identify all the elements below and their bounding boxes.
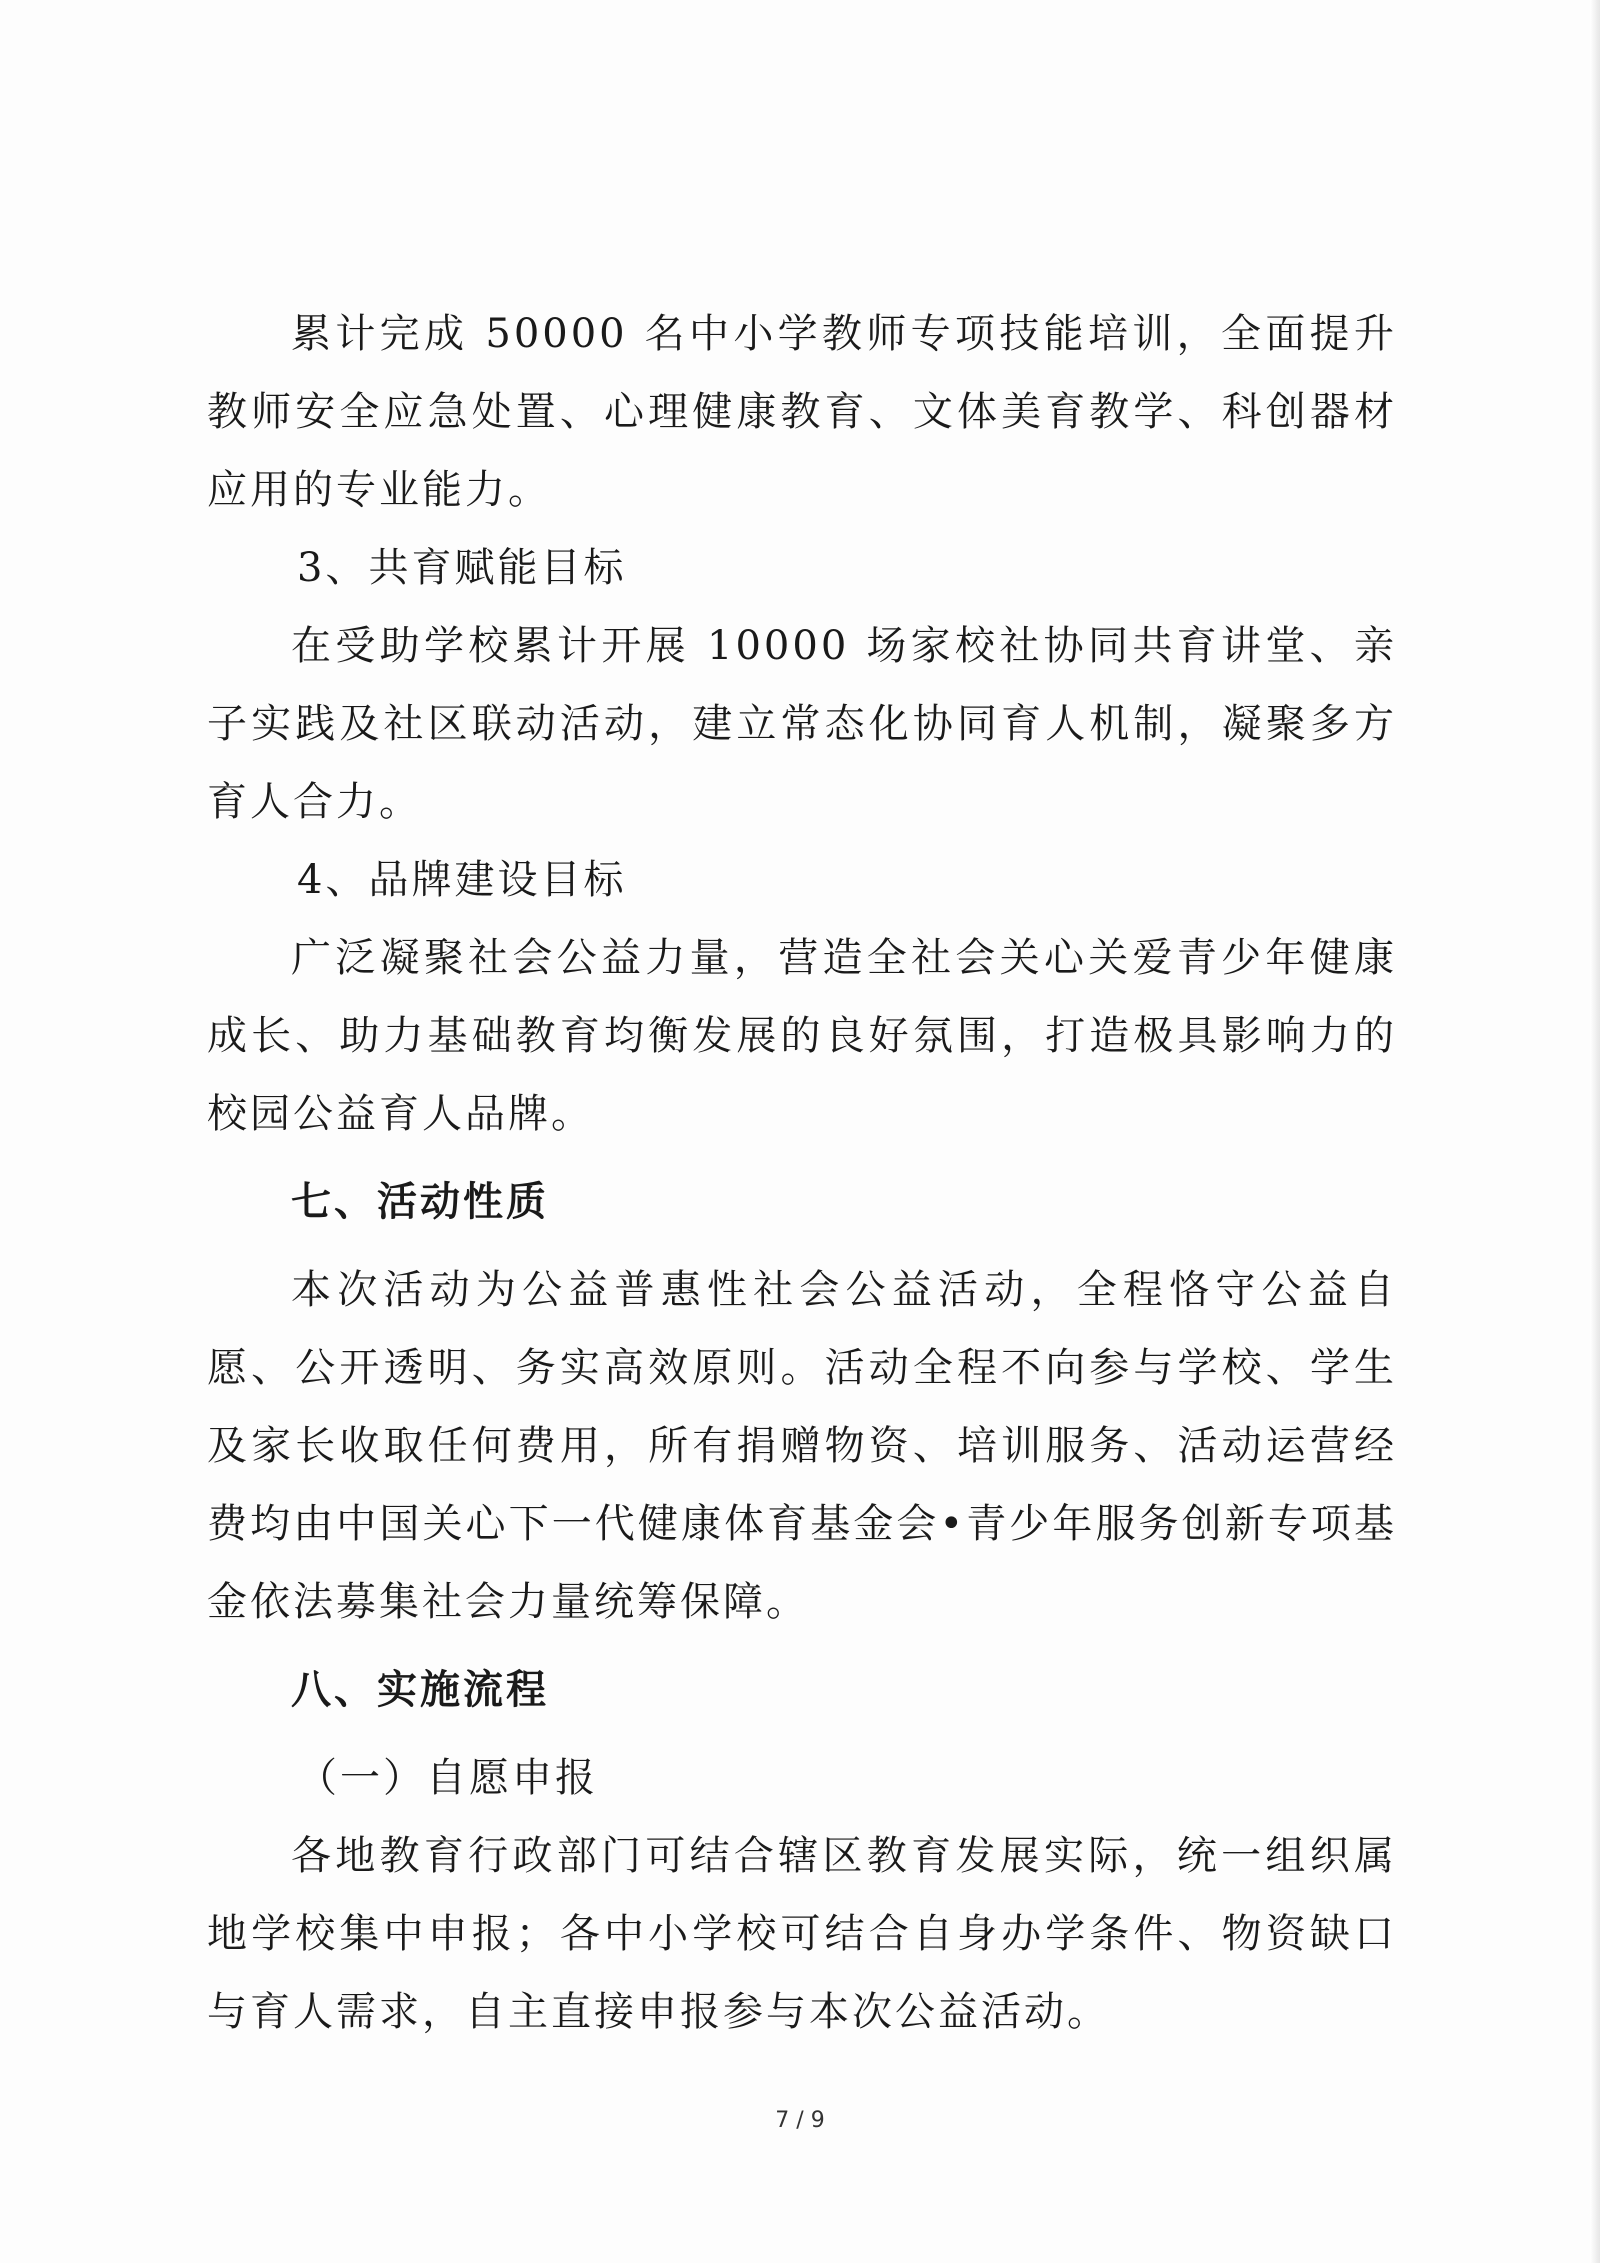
page-body — [207, 295, 1397, 2051]
paragraph-co-education: 在受助学校累计开展 10000 场家校社协同共育讲堂、亲子实践及社区联动活动，建立常态化协同育人机制，凝聚多方育人合力。 — [207, 623, 1397, 825]
heading-co-education-goal: 3、共育赋能目标 — [297, 545, 627, 591]
section-title-implementation: 八、实施流程 — [291, 1667, 549, 1713]
paragraph-voluntary-application: 各地教育行政部门可结合辖区教育发展实际，统一组织属地学校集中申报；各中小学校可结合自身办学条件、物资缺口与育人需求，自主直接申报参与本次公益活动。 — [207, 1833, 1397, 2035]
section-title-activity-nature: 七、活动性质 — [291, 1179, 549, 1225]
page-edge — [1590, 0, 1600, 2263]
paragraph-brand: 广泛凝聚社会公益力量，营造全社会关心关爱青少年健康成长、助力基础教育均衡发展的良好氛围，打造极具影响力的校园公益育人品牌。 — [207, 935, 1397, 1137]
heading-brand-goal: 4、品牌建设目标 — [297, 857, 627, 903]
subheading-voluntary-application: （一）自愿申报 — [297, 1755, 598, 1801]
page-number: 7 / 9 — [775, 2108, 825, 2133]
paragraph-activity-nature: 本次活动为公益普惠性社会公益活动，全程恪守公益自愿、公开透明、务实高效原则。活动全程不向参与学校、学生及家长收取任何费用，所有捐赠物资、培训服务、活动运营经费均由中国关心下一代健康体育基金会•青少年服务创新专项基金依法募集社会力量统筹保障。 — [207, 1267, 1397, 1625]
paragraph-teacher-training: 累计完成 50000 名中小学教师专项技能培训，全面提升教师安全应急处置、心理健康教育、文体美育教学、科创器材应用的专业能力。 — [207, 311, 1397, 513]
